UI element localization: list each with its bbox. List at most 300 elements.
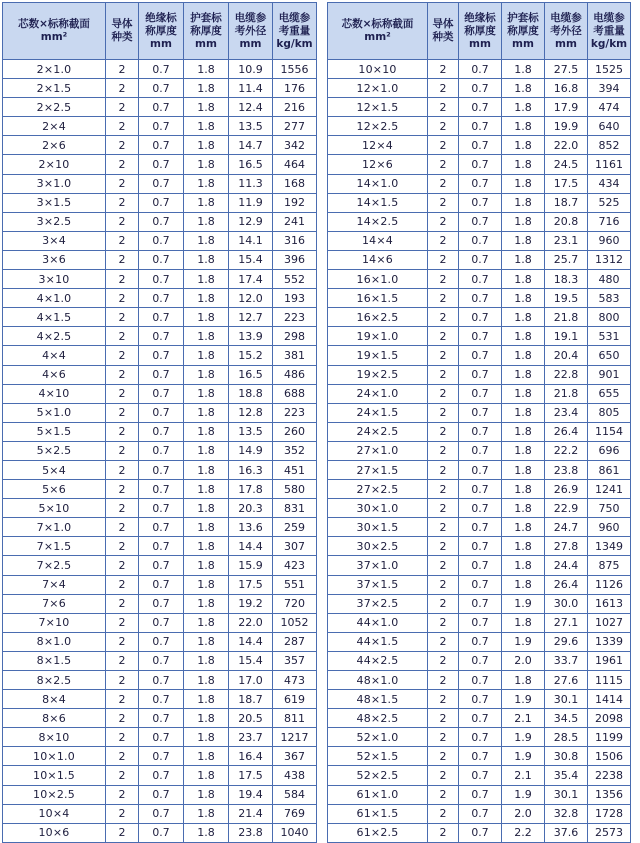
cell-insulation-thickness: 0.7: [139, 690, 184, 709]
cell-outer-diameter: 22.9: [545, 499, 588, 518]
header-cores-section: 芯数×标称截面 mm²: [328, 3, 428, 60]
cell-insulation-thickness: 0.7: [459, 98, 502, 117]
cell-insulation-thickness: 0.7: [139, 403, 184, 422]
table-row: [3, 728, 317, 747]
cell-cores-section: 44×2.5: [328, 651, 428, 670]
cell-outer-diameter: 32.8: [545, 804, 588, 823]
cable-spec-table-right: [327, 2, 631, 843]
table-row: [328, 193, 631, 212]
cell-sheath-thickness: 1.8: [184, 308, 229, 327]
cell-insulation-thickness: 0.7: [139, 308, 184, 327]
cell-cores-section: 10×1.0: [3, 747, 106, 766]
cell-conductor-class: 2: [106, 518, 139, 537]
cell-outer-diameter: 19.4: [229, 785, 273, 804]
cell-outer-diameter: 12.9: [229, 212, 273, 231]
cell-insulation-thickness: 0.7: [459, 709, 502, 728]
cell-insulation-thickness: 0.7: [139, 651, 184, 670]
cell-conductor-class: 2: [106, 403, 139, 422]
cell-weight: 800: [588, 308, 631, 327]
cell-outer-diameter: 23.1: [545, 231, 588, 250]
cell-sheath-thickness: 1.8: [184, 174, 229, 193]
cell-weight: 901: [588, 365, 631, 384]
cell-weight: 1525: [588, 60, 631, 79]
table-row: [3, 79, 317, 98]
cell-conductor-class: 2: [106, 785, 139, 804]
cell-insulation-thickness: 0.7: [139, 766, 184, 785]
cell-insulation-thickness: 0.7: [139, 250, 184, 269]
cell-outer-diameter: 23.8: [229, 823, 273, 842]
header-weight: 电缆参 考重量 kg/km: [273, 3, 317, 60]
cell-insulation-thickness: 0.7: [459, 441, 502, 460]
cell-outer-diameter: 13.9: [229, 327, 273, 346]
table-row: [3, 632, 317, 651]
cell-insulation-thickness: 0.7: [459, 671, 502, 690]
table-row: [328, 231, 631, 250]
cell-cores-section: 5×1.5: [3, 422, 106, 441]
table-row: [3, 308, 317, 327]
cell-conductor-class: 2: [428, 403, 459, 422]
cell-insulation-thickness: 0.7: [459, 651, 502, 670]
cell-cores-section: 4×10: [3, 384, 106, 403]
cell-cores-section: 14×2.5: [328, 212, 428, 231]
cell-insulation-thickness: 0.7: [139, 518, 184, 537]
header-conductor-class: 导体 种类: [106, 3, 139, 60]
cell-cores-section: 16×1.5: [328, 289, 428, 308]
cell-conductor-class: 2: [106, 193, 139, 212]
table-header-row: [328, 3, 631, 60]
cell-weight: 960: [588, 518, 631, 537]
table-row: [3, 766, 317, 785]
header-sheath-thickness: 护套标 称厚度 mm: [184, 3, 229, 60]
cell-sheath-thickness: 1.8: [184, 594, 229, 613]
cell-sheath-thickness: 1.8: [184, 250, 229, 269]
cell-outer-diameter: 23.4: [545, 403, 588, 422]
cell-weight: 583: [588, 289, 631, 308]
cell-weight: 552: [273, 270, 317, 289]
cell-outer-diameter: 30.1: [545, 690, 588, 709]
cell-insulation-thickness: 0.7: [459, 422, 502, 441]
cell-outer-diameter: 29.6: [545, 632, 588, 651]
cell-outer-diameter: 14.4: [229, 632, 273, 651]
cell-cores-section: 12×4: [328, 136, 428, 155]
cell-cores-section: 7×4: [3, 575, 106, 594]
cell-weight: 486: [273, 365, 317, 384]
table-row: [3, 441, 317, 460]
cell-weight: 1613: [588, 594, 631, 613]
cell-cores-section: 61×1.5: [328, 804, 428, 823]
cell-outer-diameter: 27.8: [545, 537, 588, 556]
cell-conductor-class: 2: [106, 766, 139, 785]
cell-sheath-thickness: 1.8: [184, 231, 229, 250]
cell-insulation-thickness: 0.7: [139, 117, 184, 136]
cell-insulation-thickness: 0.7: [459, 518, 502, 537]
header-outer-diameter: 电缆参 考外径 mm: [545, 3, 588, 60]
cell-cores-section: 2×6: [3, 136, 106, 155]
cell-insulation-thickness: 0.7: [459, 403, 502, 422]
cell-insulation-thickness: 0.7: [139, 327, 184, 346]
cell-insulation-thickness: 0.7: [139, 632, 184, 651]
cell-conductor-class: 2: [428, 728, 459, 747]
cell-weight: 655: [588, 384, 631, 403]
cell-conductor-class: 2: [106, 98, 139, 117]
cell-outer-diameter: 15.4: [229, 651, 273, 670]
cell-outer-diameter: 26.9: [545, 480, 588, 499]
cell-sheath-thickness: 1.8: [502, 537, 545, 556]
cell-cores-section: 16×1.0: [328, 270, 428, 289]
cell-sheath-thickness: 1.8: [184, 136, 229, 155]
cell-cores-section: 10×10: [328, 60, 428, 79]
cell-sheath-thickness: 1.8: [502, 327, 545, 346]
cell-outer-diameter: 18.8: [229, 384, 273, 403]
cell-conductor-class: 2: [428, 231, 459, 250]
cell-insulation-thickness: 0.7: [139, 346, 184, 365]
table-row: [3, 60, 317, 79]
cell-outer-diameter: 14.9: [229, 441, 273, 460]
cell-sheath-thickness: 1.8: [184, 671, 229, 690]
cell-outer-diameter: 17.9: [545, 98, 588, 117]
cell-cores-section: 48×1.0: [328, 671, 428, 690]
cell-weight: 1241: [588, 480, 631, 499]
cell-insulation-thickness: 0.7: [139, 613, 184, 632]
cell-insulation-thickness: 0.7: [459, 174, 502, 193]
cell-insulation-thickness: 0.7: [459, 193, 502, 212]
cell-cores-section: 44×1.5: [328, 632, 428, 651]
cell-outer-diameter: 14.7: [229, 136, 273, 155]
table-row: [3, 690, 317, 709]
cell-outer-diameter: 33.7: [545, 651, 588, 670]
table-row: [328, 403, 631, 422]
cell-cores-section: 4×6: [3, 365, 106, 384]
cell-weight: 2573: [588, 823, 631, 842]
cell-cores-section: 2×1.0: [3, 60, 106, 79]
cell-conductor-class: 2: [106, 690, 139, 709]
cell-sheath-thickness: 1.8: [184, 556, 229, 575]
cell-weight: 811: [273, 709, 317, 728]
cell-insulation-thickness: 0.7: [139, 785, 184, 804]
cell-outer-diameter: 22.2: [545, 441, 588, 460]
cell-outer-diameter: 27.6: [545, 671, 588, 690]
cell-cores-section: 8×4: [3, 690, 106, 709]
cell-sheath-thickness: 1.8: [502, 79, 545, 98]
cell-weight: 1339: [588, 632, 631, 651]
cell-cores-section: 2×2.5: [3, 98, 106, 117]
cell-weight: 438: [273, 766, 317, 785]
cell-conductor-class: 2: [428, 174, 459, 193]
cell-weight: 241: [273, 212, 317, 231]
cell-weight: 1414: [588, 690, 631, 709]
cell-insulation-thickness: 0.7: [459, 155, 502, 174]
cell-insulation-thickness: 0.7: [459, 823, 502, 842]
cell-conductor-class: 2: [106, 460, 139, 479]
cell-insulation-thickness: 0.7: [459, 728, 502, 747]
table-row: [3, 537, 317, 556]
cell-outer-diameter: 27.1: [545, 613, 588, 632]
cell-conductor-class: 2: [106, 709, 139, 728]
cell-insulation-thickness: 0.7: [459, 785, 502, 804]
cell-insulation-thickness: 0.7: [459, 690, 502, 709]
cell-conductor-class: 2: [428, 651, 459, 670]
cell-cores-section: 2×4: [3, 117, 106, 136]
cell-conductor-class: 2: [106, 575, 139, 594]
cell-weight: 688: [273, 384, 317, 403]
cell-outer-diameter: 37.6: [545, 823, 588, 842]
cell-weight: 260: [273, 422, 317, 441]
table-row: [328, 594, 631, 613]
cell-weight: 396: [273, 250, 317, 269]
cell-conductor-class: 2: [106, 422, 139, 441]
table-row: [328, 785, 631, 804]
table-row: [3, 289, 317, 308]
cell-outer-diameter: 34.5: [545, 709, 588, 728]
table-row: [3, 365, 317, 384]
cell-outer-diameter: 22.8: [545, 365, 588, 384]
cell-cores-section: 10×1.5: [3, 766, 106, 785]
header-weight: 电缆参 考重量 kg/km: [588, 3, 631, 60]
table-row: [328, 460, 631, 479]
cell-sheath-thickness: 1.8: [502, 60, 545, 79]
cell-insulation-thickness: 0.7: [459, 575, 502, 594]
cell-sheath-thickness: 1.8: [184, 632, 229, 651]
cell-insulation-thickness: 0.7: [139, 422, 184, 441]
cell-insulation-thickness: 0.7: [459, 480, 502, 499]
cell-cores-section: 7×10: [3, 613, 106, 632]
cell-sheath-thickness: 1.8: [502, 499, 545, 518]
cell-insulation-thickness: 0.7: [139, 575, 184, 594]
cell-cores-section: 2×1.5: [3, 79, 106, 98]
cell-outer-diameter: 20.8: [545, 212, 588, 231]
cell-insulation-thickness: 0.7: [459, 747, 502, 766]
cell-cores-section: 8×2.5: [3, 671, 106, 690]
cell-outer-diameter: 23.8: [545, 460, 588, 479]
cell-insulation-thickness: 0.7: [459, 804, 502, 823]
cell-insulation-thickness: 0.7: [459, 289, 502, 308]
cell-insulation-thickness: 0.7: [139, 60, 184, 79]
cell-weight: 480: [588, 270, 631, 289]
cell-conductor-class: 2: [428, 594, 459, 613]
cell-outer-diameter: 27.5: [545, 60, 588, 79]
cell-conductor-class: 2: [428, 212, 459, 231]
table-row: [328, 823, 631, 842]
cell-insulation-thickness: 0.7: [139, 747, 184, 766]
cell-outer-diameter: 12.7: [229, 308, 273, 327]
cell-cores-section: 30×1.0: [328, 499, 428, 518]
table-row: [328, 270, 631, 289]
cell-cores-section: 10×2.5: [3, 785, 106, 804]
table-row: [328, 422, 631, 441]
cell-weight: 1349: [588, 537, 631, 556]
cell-weight: 960: [588, 231, 631, 250]
cell-cores-section: 48×2.5: [328, 709, 428, 728]
cell-cores-section: 5×1.0: [3, 403, 106, 422]
cell-outer-diameter: 35.4: [545, 766, 588, 785]
cell-cores-section: 5×10: [3, 499, 106, 518]
cell-sheath-thickness: 1.8: [184, 537, 229, 556]
cell-sheath-thickness: 1.8: [184, 193, 229, 212]
table-row: [3, 556, 317, 575]
table-row: [3, 327, 317, 346]
cell-sheath-thickness: 1.8: [184, 804, 229, 823]
table-row: [328, 60, 631, 79]
cell-cores-section: 19×2.5: [328, 365, 428, 384]
cell-sheath-thickness: 1.9: [502, 785, 545, 804]
cell-conductor-class: 2: [106, 270, 139, 289]
cell-weight: 750: [588, 499, 631, 518]
cell-conductor-class: 2: [428, 441, 459, 460]
cell-conductor-class: 2: [428, 823, 459, 842]
cell-outer-diameter: 30.1: [545, 785, 588, 804]
cell-sheath-thickness: 2.2: [502, 823, 545, 842]
table-row: [328, 709, 631, 728]
cell-outer-diameter: 20.3: [229, 499, 273, 518]
cell-conductor-class: 2: [428, 117, 459, 136]
cell-outer-diameter: 15.4: [229, 250, 273, 269]
cell-insulation-thickness: 0.7: [459, 136, 502, 155]
table-row: [3, 270, 317, 289]
table-row: [328, 98, 631, 117]
cell-cores-section: 4×1.5: [3, 308, 106, 327]
cell-conductor-class: 2: [428, 747, 459, 766]
cell-insulation-thickness: 0.7: [459, 365, 502, 384]
table-row: [328, 728, 631, 747]
cell-sheath-thickness: 1.8: [502, 556, 545, 575]
cell-weight: 805: [588, 403, 631, 422]
cell-cores-section: 24×2.5: [328, 422, 428, 441]
cell-cores-section: 4×1.0: [3, 289, 106, 308]
cell-insulation-thickness: 0.7: [139, 594, 184, 613]
cell-weight: 1052: [273, 613, 317, 632]
cell-outer-diameter: 16.3: [229, 460, 273, 479]
cell-sheath-thickness: 1.8: [502, 422, 545, 441]
cell-cores-section: 5×2.5: [3, 441, 106, 460]
table-header-row: [3, 3, 317, 60]
cell-sheath-thickness: 1.9: [502, 594, 545, 613]
cell-sheath-thickness: 1.8: [502, 98, 545, 117]
cell-cores-section: 30×1.5: [328, 518, 428, 537]
cell-sheath-thickness: 1.8: [502, 155, 545, 174]
cell-weight: 531: [588, 327, 631, 346]
cell-outer-diameter: 17.0: [229, 671, 273, 690]
cell-insulation-thickness: 0.7: [459, 613, 502, 632]
cell-sheath-thickness: 1.8: [502, 460, 545, 479]
cell-outer-diameter: 12.0: [229, 289, 273, 308]
cell-cores-section: 48×1.5: [328, 690, 428, 709]
header-insulation-thickness: 绝缘标 称厚度 mm: [139, 3, 184, 60]
cell-insulation-thickness: 0.7: [139, 136, 184, 155]
table-row: [3, 613, 317, 632]
cell-conductor-class: 2: [106, 250, 139, 269]
cell-conductor-class: 2: [428, 270, 459, 289]
cell-insulation-thickness: 0.7: [459, 250, 502, 269]
table-row: [3, 594, 317, 613]
table-row: [328, 480, 631, 499]
cell-conductor-class: 2: [106, 823, 139, 842]
cell-outer-diameter: 19.2: [229, 594, 273, 613]
cell-cores-section: 14×4: [328, 231, 428, 250]
header-conductor-class: 导体 种类: [428, 3, 459, 60]
cell-insulation-thickness: 0.7: [139, 174, 184, 193]
cell-insulation-thickness: 0.7: [139, 728, 184, 747]
cell-weight: 1217: [273, 728, 317, 747]
cell-weight: 1126: [588, 575, 631, 594]
cell-outer-diameter: 24.5: [545, 155, 588, 174]
header-sheath-thickness: 护套标 称厚度 mm: [502, 3, 545, 60]
cell-outer-diameter: 11.9: [229, 193, 273, 212]
cell-weight: 316: [273, 231, 317, 250]
cell-conductor-class: 2: [106, 155, 139, 174]
cell-insulation-thickness: 0.7: [459, 308, 502, 327]
cell-cores-section: 44×1.0: [328, 613, 428, 632]
cell-outer-diameter: 12.4: [229, 98, 273, 117]
cell-sheath-thickness: 1.8: [502, 308, 545, 327]
table-row: [328, 384, 631, 403]
cell-conductor-class: 2: [428, 422, 459, 441]
cell-insulation-thickness: 0.7: [139, 231, 184, 250]
cell-insulation-thickness: 0.7: [459, 231, 502, 250]
cell-outer-diameter: 13.5: [229, 422, 273, 441]
cell-conductor-class: 2: [428, 785, 459, 804]
cell-sheath-thickness: 1.8: [502, 250, 545, 269]
table-row: [3, 384, 317, 403]
cell-conductor-class: 2: [106, 480, 139, 499]
cell-weight: 769: [273, 804, 317, 823]
cell-weight: 551: [273, 575, 317, 594]
cell-cores-section: 19×1.5: [328, 346, 428, 365]
table-row: [3, 403, 317, 422]
cell-sheath-thickness: 1.8: [184, 747, 229, 766]
cell-sheath-thickness: 1.8: [184, 346, 229, 365]
cell-cores-section: 8×1.5: [3, 651, 106, 670]
cell-weight: 716: [588, 212, 631, 231]
cell-outer-diameter: 14.1: [229, 231, 273, 250]
cell-sheath-thickness: 2.0: [502, 651, 545, 670]
header-insulation-thickness: 绝缘标 称厚度 mm: [459, 3, 502, 60]
table-row: [3, 575, 317, 594]
table-row: [328, 155, 631, 174]
cell-cores-section: 14×6: [328, 250, 428, 269]
cell-conductor-class: 2: [106, 327, 139, 346]
cell-outer-diameter: 11.3: [229, 174, 273, 193]
table-row: [328, 327, 631, 346]
cell-weight: 1115: [588, 671, 631, 690]
table-row: [328, 556, 631, 575]
cell-weight: 2098: [588, 709, 631, 728]
cell-sheath-thickness: 1.8: [184, 709, 229, 728]
cell-sheath-thickness: 2.0: [502, 804, 545, 823]
cell-sheath-thickness: 1.8: [502, 480, 545, 499]
cell-conductor-class: 2: [428, 804, 459, 823]
cell-cores-section: 12×1.0: [328, 79, 428, 98]
cell-insulation-thickness: 0.7: [139, 671, 184, 690]
table-row: [328, 575, 631, 594]
cell-sheath-thickness: 1.8: [184, 327, 229, 346]
table-row: [3, 785, 317, 804]
cell-weight: 223: [273, 308, 317, 327]
cell-insulation-thickness: 0.7: [459, 212, 502, 231]
cell-insulation-thickness: 0.7: [459, 460, 502, 479]
cell-sheath-thickness: 1.8: [184, 60, 229, 79]
cell-weight: 192: [273, 193, 317, 212]
cell-outer-diameter: 19.1: [545, 327, 588, 346]
cell-sheath-thickness: 1.8: [184, 651, 229, 670]
cell-outer-diameter: 22.0: [229, 613, 273, 632]
cell-weight: 342: [273, 136, 317, 155]
cell-conductor-class: 2: [428, 766, 459, 785]
cell-cores-section: 7×1.0: [3, 518, 106, 537]
cell-conductor-class: 2: [428, 155, 459, 174]
cell-outer-diameter: 21.4: [229, 804, 273, 823]
cell-cores-section: 3×4: [3, 231, 106, 250]
cell-conductor-class: 2: [428, 537, 459, 556]
